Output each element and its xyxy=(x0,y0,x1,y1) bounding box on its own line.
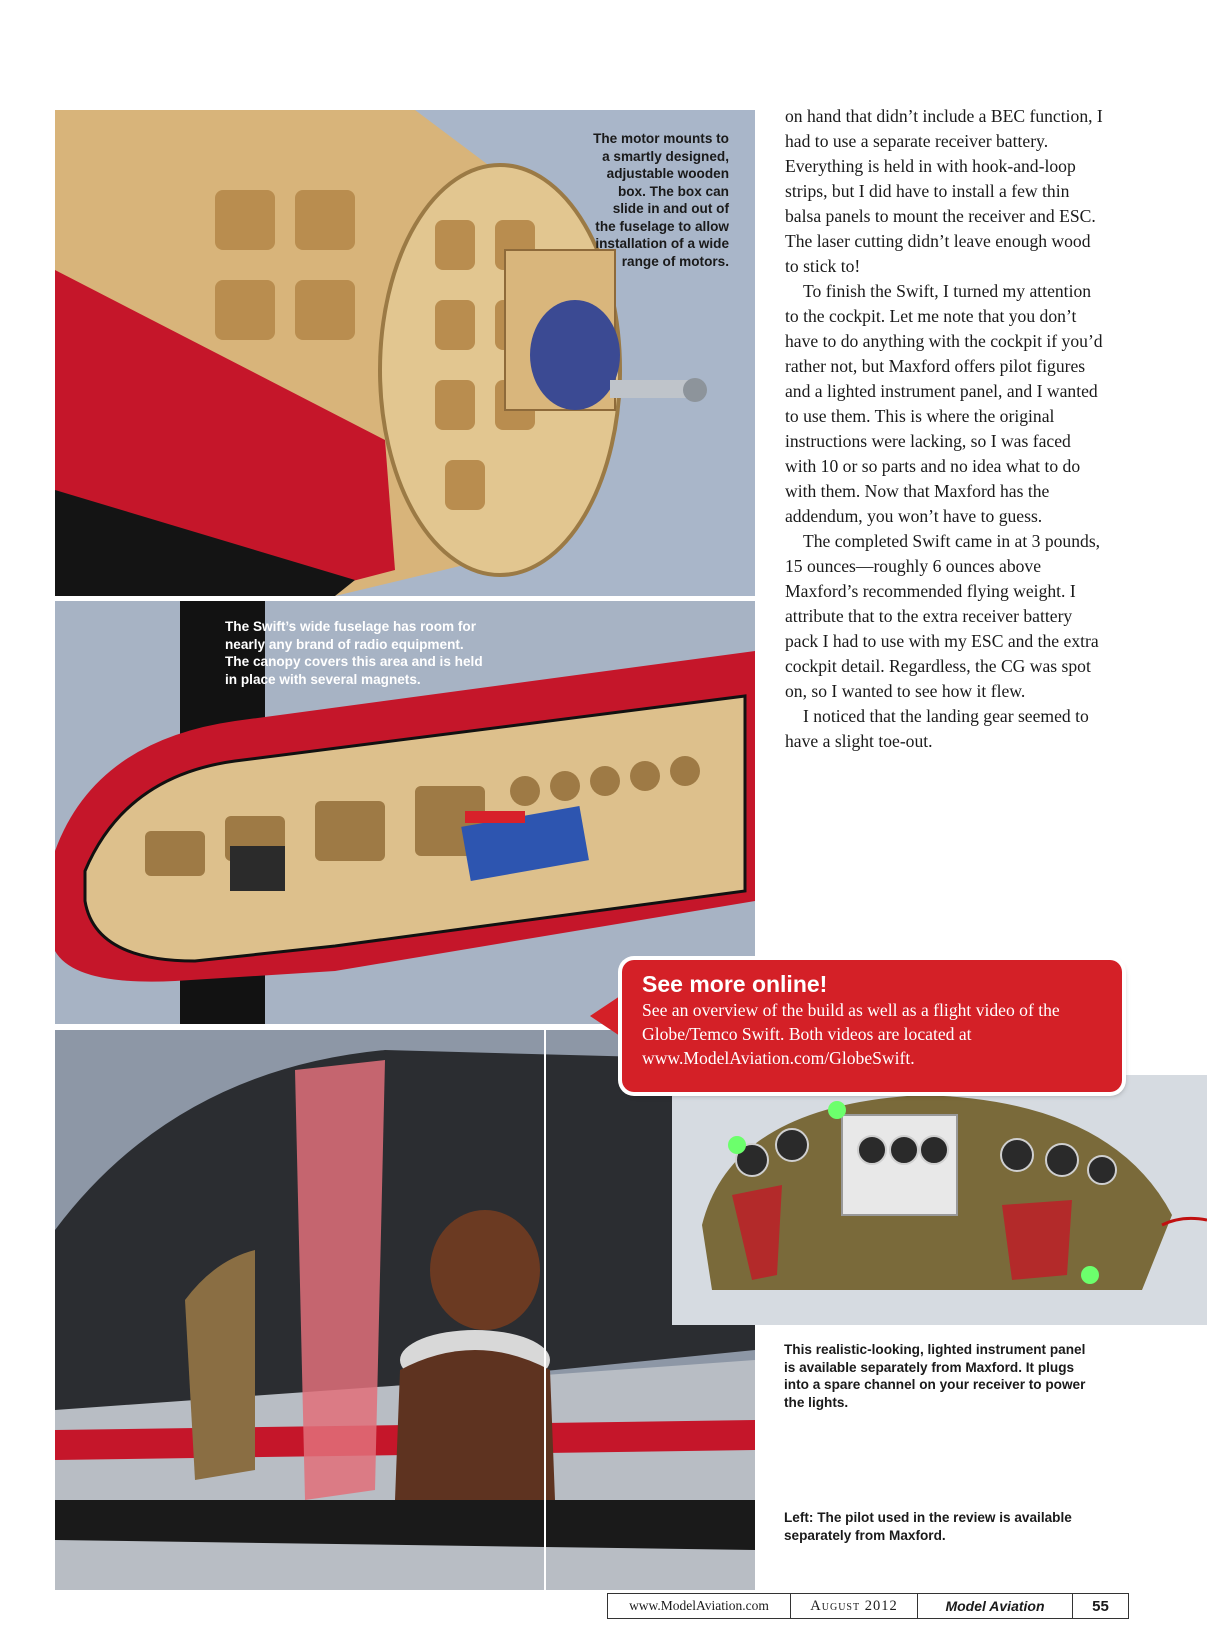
see-more-online-callout xyxy=(622,960,1122,1092)
callout-pointer xyxy=(590,992,626,1040)
body-paragraph: The completed Swift came in at 3 pounds, 15 ounces—roughly 6 ounces above Maxford’s recommended flying weight. I attribute that to the extra receiver battery pack I had to use with my ESC and the extra cockpit detail. Regardless, the CG was spot on, so I wanted to see how it flew. xyxy=(785,531,1101,701)
instrument-panel-photo xyxy=(672,1075,1207,1325)
callout-title: See more online! xyxy=(642,971,828,997)
callout-text: See an overview of the build as well as a flight video of the Globe/Temco Swift. Both videos are located at www.ModelAviation.com/GlobeSwift. xyxy=(642,1000,1060,1068)
article-body xyxy=(785,104,1105,754)
footer-url[interactable]: www.ModelAviation.com xyxy=(608,1594,791,1618)
body-paragraph: on hand that didn’t include a BEC function, I had to use a separate receiver battery. Everything is held in with hook-and-loop strips, but I did have to install a few thin balsa panels to mount the receiver and ESC. The laser cutting didn’t leave enough wood to stick to! xyxy=(785,106,1103,276)
footer-date: August 2012 xyxy=(791,1594,918,1618)
pilot-cockpit-photo xyxy=(55,1030,755,1590)
fuselage-caption: The Swift’s wide fuselage has room for nearly any brand of radio equipment. The canopy covers this area and is held in place with several magnets. xyxy=(225,619,483,687)
pilot-caption: Left: The pilot used in the review is available separately from Maxford. xyxy=(784,1510,1072,1543)
page-number: 55 xyxy=(1092,1597,1109,1615)
body-paragraph: To finish the Swift, I turned my attention to the cockpit. Let me note that you don’t have to do anything with the cockpit if you’d rather not, but Maxford offers pilot figures and a lighted instrument panel, and I wanted to use them. This is where the original instructions were lacking, so I was faced with 10 or so parts and no idea what to do with them. Now that Maxford has the addendum, you won’t have to guess. xyxy=(785,281,1103,526)
instrument-panel-caption: This realistic-looking, lighted instrument panel is available separately from Maxford. It plugs into a spare channel on your receiver to power the lights. xyxy=(784,1342,1086,1410)
page-footer xyxy=(607,1593,1129,1619)
footer-magazine: Model Aviation xyxy=(918,1594,1073,1618)
body-paragraph: I noticed that the landing gear seemed to have a slight toe-out. xyxy=(785,706,1089,751)
motor-mount-caption: The motor mounts to a smartly designed, adjustable wooden box. The box can slide in and out of the fuselage to allow installation of a wide range of motors. xyxy=(593,131,729,269)
